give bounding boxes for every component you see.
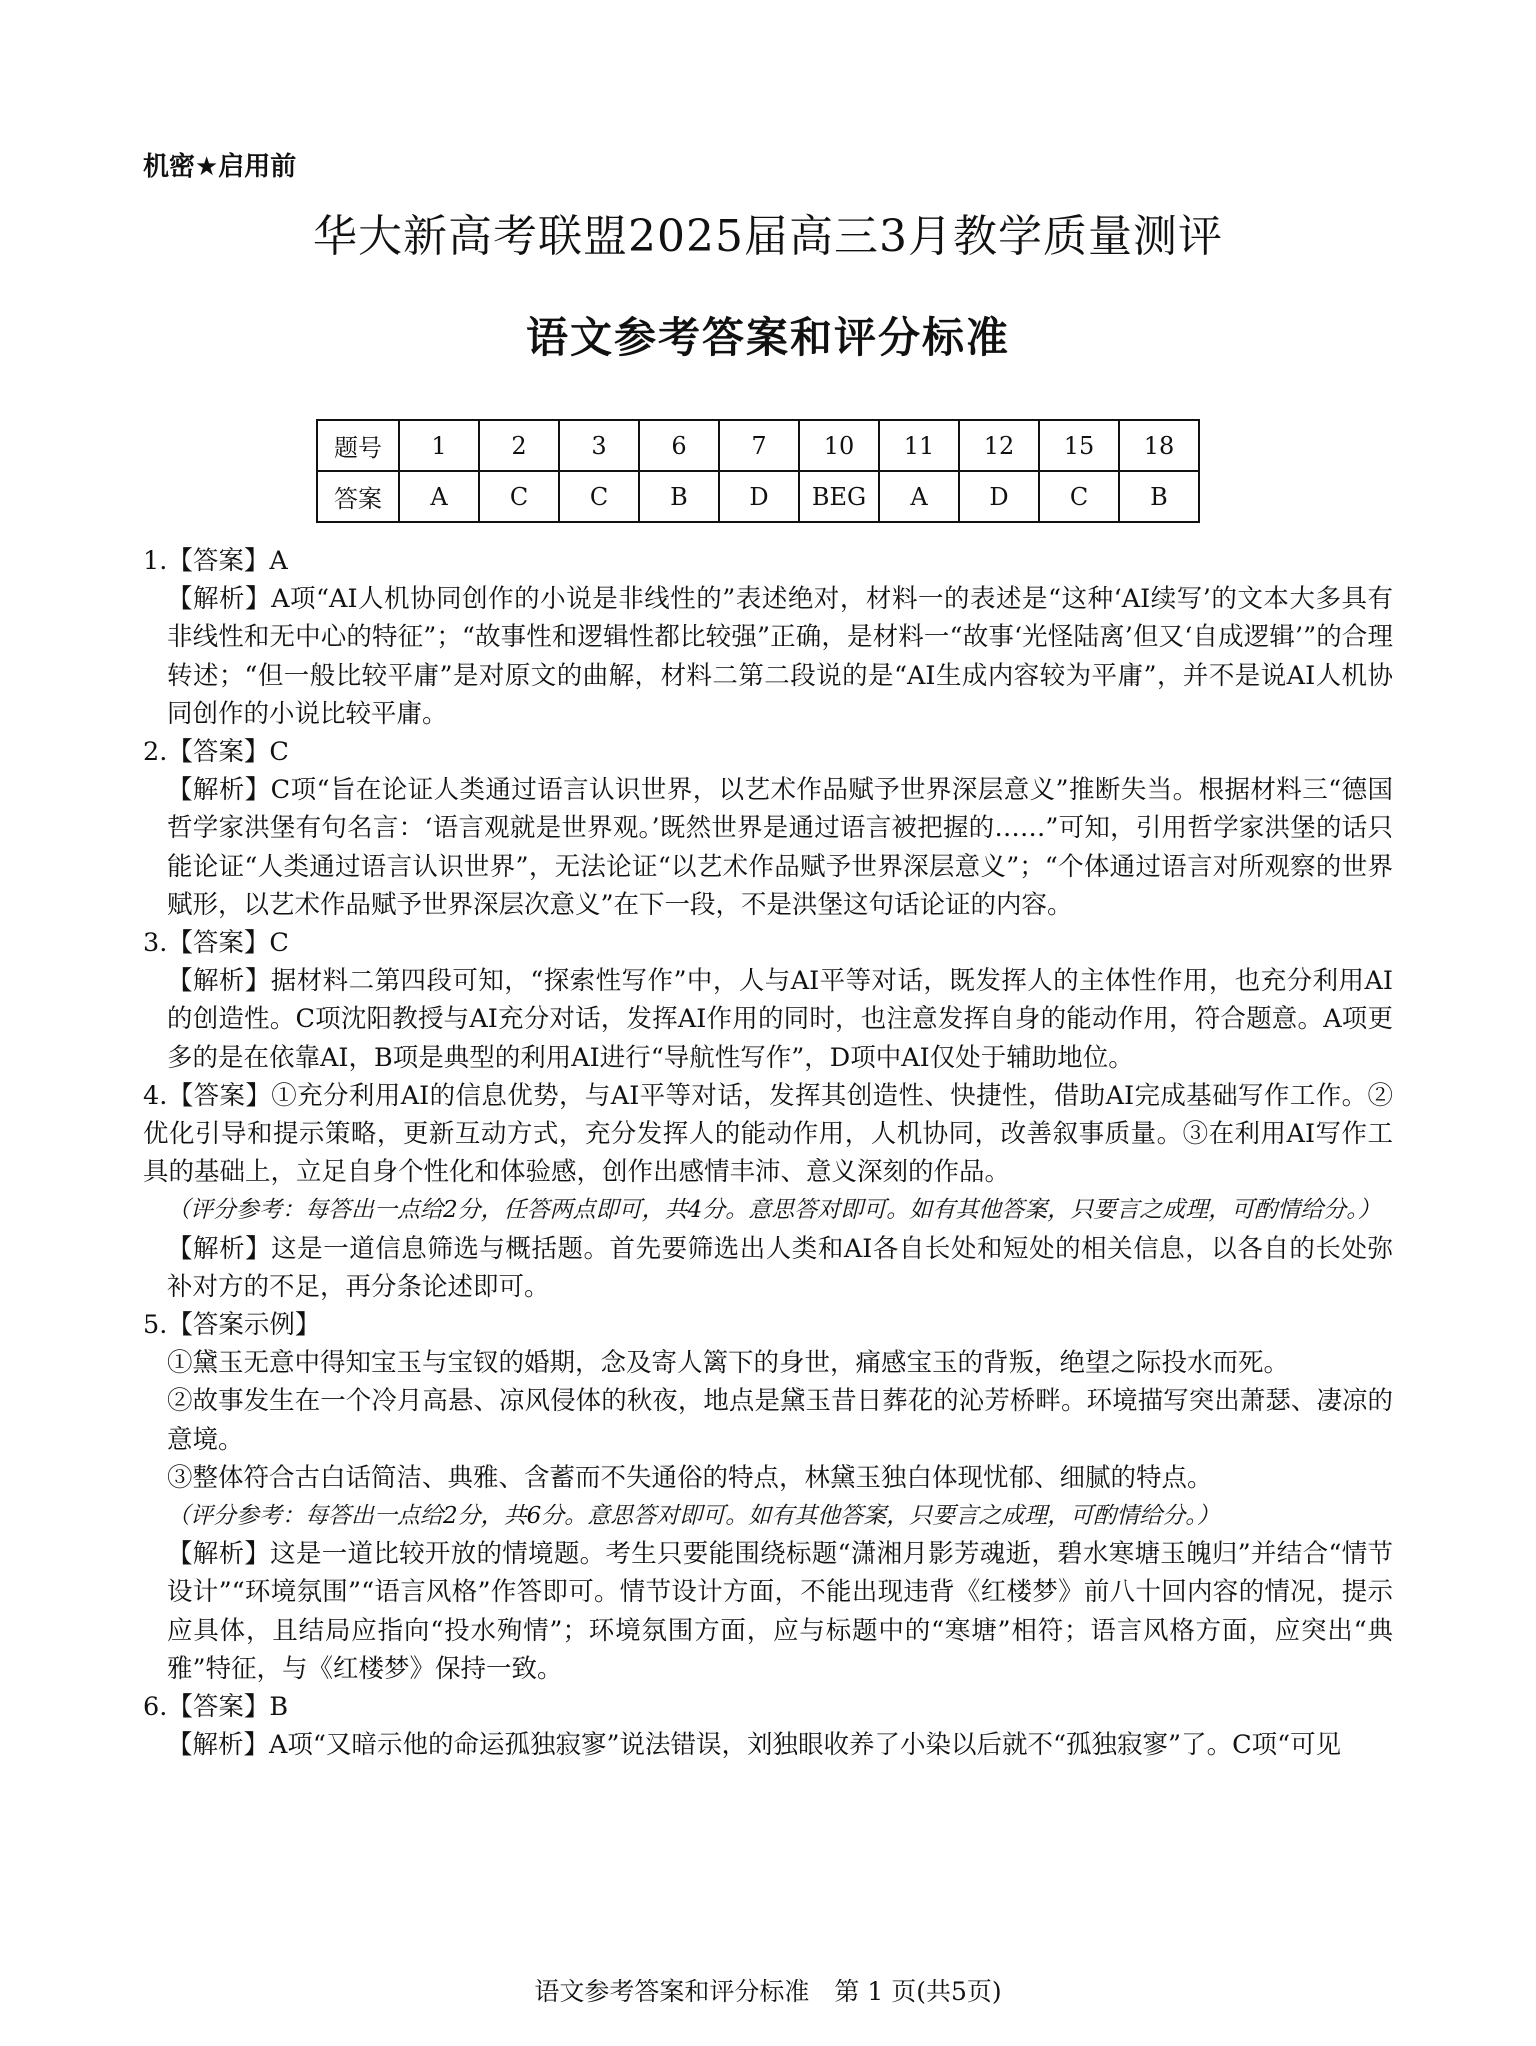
exam-title: 华大新高考联盟2025届高三3月教学质量测评 [313,211,1223,262]
question-number-cell: 18 [1119,420,1199,471]
answer-paragraph: 2.【答案】C [143,737,289,768]
question-number-row [317,420,1199,471]
answer-cell: D [719,471,799,522]
confidential-label: 机密★启用前 [143,152,297,182]
answer-paragraph: ②故事发生在一个冷月高悬、凉风侵体的秋夜，地点是黛玉昔日葬花的沁芳桥畔。环境描写突出萧瑟、凄凉的意境。 [167,1386,1393,1455]
page-footer: 语文参考答案和评分标准 第 1 页(共5页) [534,1977,1002,2006]
answer-cell: B [1119,471,1199,522]
question-number-cell: 15 [1039,420,1119,471]
row-header-question-number: 题号 [317,420,399,471]
answer-paragraph: 1.【答案】A [143,546,288,576]
answer-cell: C [559,471,639,522]
answer-paragraph: 3.【答案】C [143,928,289,959]
answer-paragraph: ①黛玉无意中得知宝玉与宝钗的婚期，念及寄人篱下的身世，痛感宝玉的背叛，绝望之际投水而死。 [167,1348,1290,1379]
answer-cell: D [959,471,1039,522]
question-number-cell: 12 [959,420,1039,471]
answer-paragraph: 【解析】据材料二第四段可知，“探索性写作”中，人与AI平等对话，既发挥人的主体性作用，也充分利用AI的创造性。C项沈阳教授与AI充分对话，发挥AI作用的同时，也注意发挥自身的能动作用，符合题意。A项更多的是在依靠AI，B项是典型的利用AI进行“导航性写作”，D项中AI仅处于辅助地位。 [167,966,1393,1073]
answer-paragraph: 【解析】A项“AI人机协同创作的小说是非线性的”表述绝对，材料一的表述是“这种‘AI续写’的文本大多具有非线性和无中心的特征”；“故事性和逻辑性都比较强”正确，是材料一“故事‘光怪陆离’但又‘自成逻辑’”的合理转述；“但一般比较平庸”是对原文的曲解，材料二第二段说的是“AI生成内容较为平庸”，并不是说AI人机协同创作的小说比较平庸。 [167,584,1393,729]
question-number-cell: 10 [799,420,879,471]
question-number-cell: 3 [559,420,639,471]
answer-paragraph: 【解析】这是一道信息筛选与概括题。首先要筛选出人类和AI各自长处和短处的相关信息，以各自的长处弥补对方的不足，再分条论述即可。 [167,1233,1393,1302]
question-number-cell: 11 [879,420,959,471]
question-number-cell: 1 [399,420,479,471]
answer-cell: C [479,471,559,522]
answer-paragraph: 6.【答案】B [143,1692,289,1723]
answer-cell: B [639,471,719,522]
answer-cell: C [1039,471,1119,522]
scoring-note: （评分参考：每答出一点给2分，任答两点即可，共4分。意思答对即可。如有其他答案，只要言之成理，可酌情给分。） [167,1197,1381,1224]
question-number-cell: 2 [479,420,559,471]
answer-paragraph: 【解析】A项“又暗示他的命运孤独寂寥”说法错误，刘独眼收养了小染以后就不“孤独寂寥”了。C项“可见 [167,1730,1342,1761]
answer-explanations [143,542,1393,1765]
answer-cell: A [879,471,959,522]
answer-paragraph: 5.【答案示例】 [143,1310,321,1341]
answer-paragraph: 4.【答案】①充分利用AI的信息优势，与AI平等对话，发挥其创造性、快捷性，借助AI完成基础写作工作。②优化引导和提示策略，更新互动方式，充分发挥人的能动作用，人机协同，改善叙事质量。③在利用AI写作工具的基础上，立足自身个性化和体验感，创作出感情丰沛、意义深刻的作品。 [143,1080,1393,1188]
scoring-note: （评分参考：每答出一点给2分，共6分。意思答对即可。如有其他答案，只要言之成理，可酌情给分。） [167,1503,1220,1530]
answer-cell: BEG [799,471,879,522]
row-header-answer: 答案 [317,471,399,522]
question-number-cell: 6 [639,420,719,471]
answer-table [316,419,1200,523]
answer-paragraph: 【解析】这是一道比较开放的情境题。考生只要能围绕标题“潇湘月影芳魂逝，碧水寒塘玉魄归”并结合“情节设计”“环境氛围”“语言风格”作答即可。情节设计方面，不能出现违背《红楼梦》前八十回内容的情况，提示应具体，且结局应指向“投水殉情”；环境氛围方面，应与标题中的“寒塘”相符；语言风格方面，应突出“典雅”特征，与《红楼梦》保持一致。 [167,1539,1393,1684]
answer-paragraph: ③整体符合古白话简洁、典雅、含蓄而不失通俗的特点，林黛玉独白体现忧郁、细腻的特点。 [167,1462,1213,1493]
answer-paragraph: 【解析】C项“旨在论证人类通过语言认识世界，以艺术作品赋予世界深层意义”推断失当。根据材料三“德国哲学家洪堡有句名言：‘语言观就是世界观。’既然世界是通过语言被把握的……”可知，引用哲学家洪堡的话只能论证“人类通过语言认识世界”，无法论证“以艺术作品赋予世界深层意义”；“个体通过语言对所观察的世界赋形，以艺术作品赋予世界深层次意义”在下一段，不是洪堡这句话论证的内容。 [167,775,1393,920]
answer-row [317,471,1199,522]
document-subtitle: 语文参考答案和评分标准 [525,313,1010,362]
question-number-cell: 7 [719,420,799,471]
answer-cell: A [399,471,479,522]
